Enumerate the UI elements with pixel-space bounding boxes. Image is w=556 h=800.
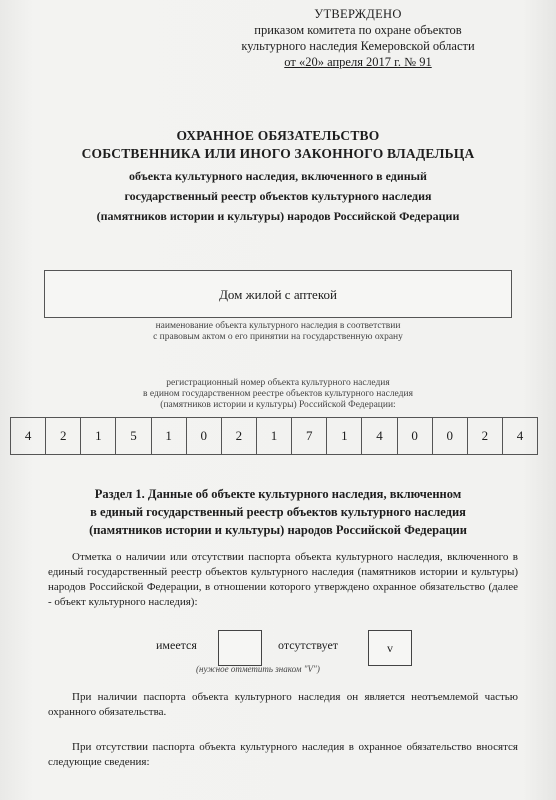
object-name: Дом жилой с аптекой xyxy=(219,287,337,302)
passport-present-paragraph: При наличии паспорта объекта культурного наследия он является неотъемлемой частью охранного обязательства. xyxy=(48,691,518,718)
reg-digit: 4 xyxy=(516,428,524,443)
reg-digit: 0 xyxy=(187,418,222,454)
reg-digit: 2 xyxy=(468,418,503,454)
reg-digit: 7 xyxy=(292,418,327,454)
mark-note: (нужное отметить знаком "V") xyxy=(196,664,320,674)
label-absent: отсутствует xyxy=(278,638,339,652)
passport-absent-paragraph: При отсутствии паспорта объекта культурного наследия в охранное обязательство вносятся следующие сведения: xyxy=(48,741,518,768)
reg-digit: 5 xyxy=(116,418,151,454)
object-name-caption xyxy=(60,321,496,343)
approval-line-1: приказом комитета по охране объектов xyxy=(254,23,462,37)
reg-digit: 1 xyxy=(327,418,362,454)
reg-number-grid xyxy=(10,417,538,455)
section-heading-line-3: (памятников истории и культуры) народов Российской Федерации xyxy=(89,523,467,537)
passport-mark-row xyxy=(0,624,556,674)
name-caption-line-2: с правовым актом о его принятии на государственную охрану xyxy=(153,332,403,342)
section-1-heading xyxy=(20,485,536,539)
approval-date: от «20» апреля 2017 г. № 91 xyxy=(284,55,432,69)
reg-digit: 4 xyxy=(362,418,397,454)
reg-number-caption xyxy=(60,378,496,411)
checkbox-have[interactable] xyxy=(218,630,262,666)
object-name-field xyxy=(44,270,512,318)
subtitle-line-1: объекта культурного наследия, включенного в единый xyxy=(129,169,427,183)
reg-caption-line-1: регистрационный номер объекта культурного наследия xyxy=(166,378,390,388)
document-title-2: СОБСТВЕННИКА ИЛИ ИНОГО ЗАКОННОГО ВЛАДЕЛЬЦА xyxy=(81,146,475,161)
reg-digit: 0 xyxy=(433,418,468,454)
approval-block xyxy=(208,6,508,70)
reg-digit: 1 xyxy=(257,418,292,454)
checkbox-absent[interactable]: v xyxy=(368,630,412,666)
document-subtitle xyxy=(20,166,536,226)
section-heading-line-2: в единый государственный реестр объектов культурного наследия xyxy=(90,505,466,519)
reg-digit: 4 xyxy=(11,418,46,454)
section-heading-line-1: Раздел 1. Данные об объекте культурного наследия, включенном xyxy=(94,487,462,501)
reg-digit: 1 xyxy=(81,418,116,454)
name-caption-line-1: наименование объекта культурного наследия в соответствии xyxy=(155,321,401,331)
passport-mark-paragraph: Отметка о наличии или отсутствии паспорта объекта культурного наследия, включенного в единый государственный реестр объектов культурного наследия (памятников истории и культуры) народов Российской Федерации, в отношении которого утверждено охранное обязательство (далее - объект культурного наследия): xyxy=(48,551,518,608)
reg-caption-line-3: (памятников истории и культуры) Российской Федерации: xyxy=(160,400,396,410)
reg-digit: 0 xyxy=(398,418,433,454)
reg-digit: 2 xyxy=(222,418,257,454)
reg-caption-line-2: в едином государственном реестре объектов культурного наследия xyxy=(143,389,413,399)
reg-digit: 1 xyxy=(152,418,187,454)
label-have: имеется xyxy=(156,638,197,652)
approval-line-2: культурного наследия Кемеровской области xyxy=(241,39,475,53)
reg-digit: 2 xyxy=(46,418,81,454)
document-title-1: ОХРАННОЕ ОБЯЗАТЕЛЬСТВО xyxy=(176,128,380,143)
subtitle-line-2: государственный реестр объектов культурного наследия xyxy=(124,189,432,203)
subtitle-line-3: (памятников истории и культуры) народов Российской Федерации xyxy=(96,209,460,223)
approval-title: УТВЕРЖДЕНО xyxy=(314,7,402,21)
